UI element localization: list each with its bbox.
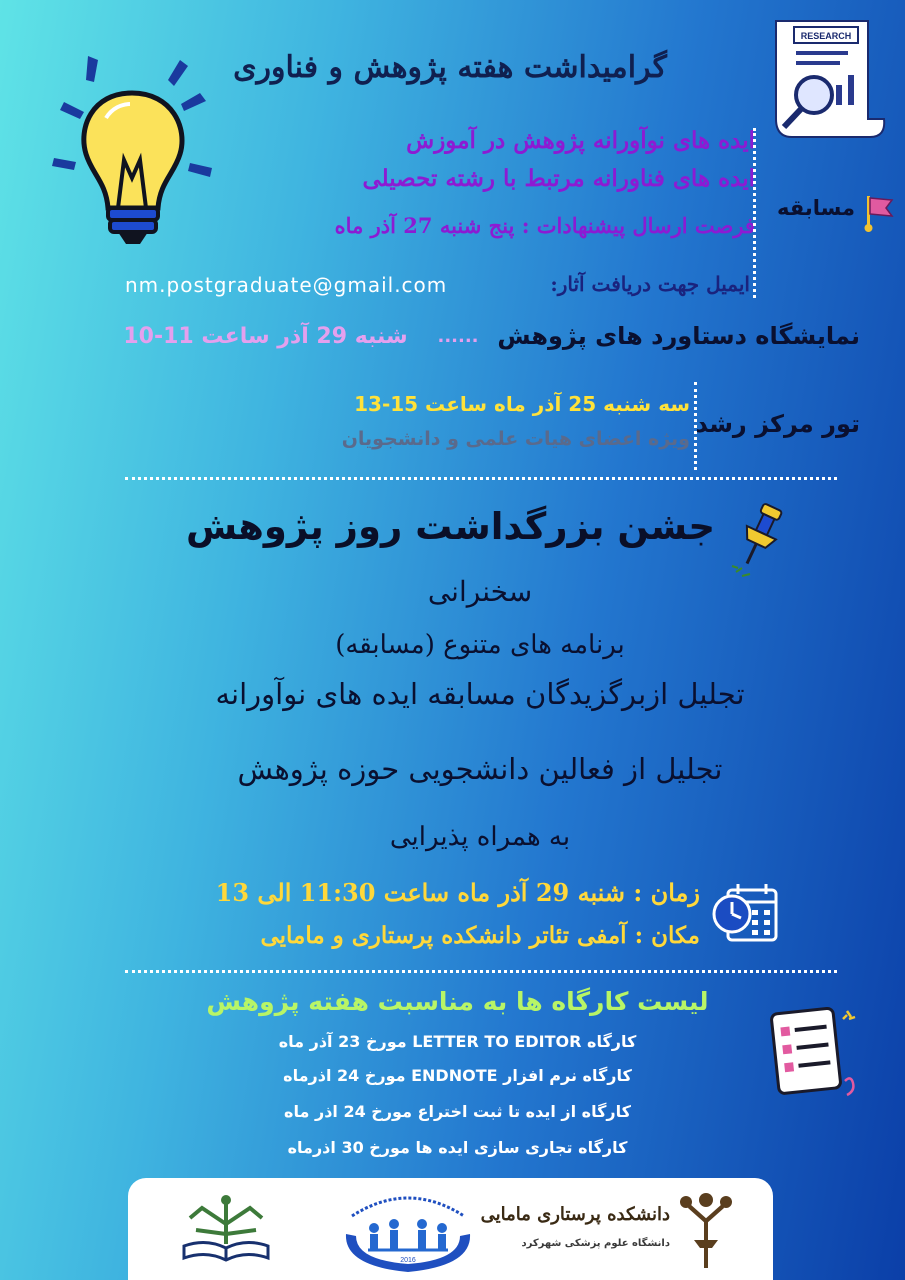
workshop-item: کارگاه تجاری سازی ایده ها مورخ 30 اذرماه (287, 1138, 628, 1157)
event-location: مکان : آمفی تئاتر دانشکده پرستاری و مامایی (260, 922, 700, 949)
workshop-item: کارگاه از ایده تا ثبت اختراع مورخ 24 اذر ماه (284, 1102, 631, 1121)
contest-label: مسابقه (777, 196, 855, 220)
faculty-tree-logo (676, 1190, 736, 1270)
footer-logos (128, 1178, 773, 1280)
event-time: زمان : شنبه 29 آذر ماه ساعت 11:30 الی 13 (215, 878, 700, 907)
page-title: گرامیداشت هفته پژوهش و فناوری (233, 50, 667, 85)
contest-idea-line-2: ایده های فناورانه مرتبط با رشته تحصیلی (362, 165, 755, 192)
contest-deadline: فرصت ارسال پیشنهادات : پنج شنبه 27 آذر ماه (334, 213, 755, 238)
contest-idea-line-1: ایده های نوآورانه پژوهش در آموزش (406, 127, 755, 154)
checklist-icon (765, 1003, 865, 1103)
university-emblem-logo (328, 1186, 488, 1276)
exhibition-label: نمایشگاه دستاورد های پژوهش (497, 322, 860, 350)
tour-audience: ویژه اعضای هیات علمی و دانشجویان (341, 428, 690, 450)
tour-date: سه شنبه 25 آذر ماه ساعت 15-13 (354, 392, 690, 416)
exhibition-time: شنبه 29 آذر ساعت 11-10 (123, 324, 408, 349)
program-item: تجلیل ازبرگزیدگان مسابقه ایده های نوآورانه (215, 677, 745, 711)
section-divider-bottom (125, 970, 837, 973)
workshop-item: کارگاه LETTER TO EDITOR مورخ 23 آذر ماه (278, 1032, 637, 1051)
research-label: RESEARCH (800, 31, 852, 41)
exhibition-dots: ...... (437, 326, 479, 347)
lightbulb-icon (40, 48, 220, 253)
contest-email[interactable]: nm.postgraduate@gmail.com (125, 273, 448, 297)
program-item: سخنرانی (427, 575, 533, 608)
email-label: ایمیل جهت دریافت آثار: (550, 272, 750, 296)
calendar-clock-icon (710, 878, 780, 944)
program-item: تجلیل از فعالین دانشجویی حوزه پژوهش (237, 752, 723, 786)
faculty-university: دانشگاه علوم پزشکی شهرکرد (521, 1238, 670, 1249)
workshop-item: کارگاه نرم افزار ENDNOTE مورخ 24 اذرماه (283, 1066, 632, 1085)
program-item: برنامه های متنوع (مسابقه) (335, 630, 625, 660)
program-item: به همراه پذیرایی (389, 822, 571, 852)
celebration-title: جشن بزرگداشت روز پژوهش (185, 505, 715, 548)
workshops-title: لیست کارگاه ها به مناسبت هفته پژوهش (206, 987, 709, 1016)
emblem-year: 2016 (400, 1257, 416, 1264)
flag-icon (862, 192, 896, 232)
research-committee-logo (166, 1184, 286, 1274)
research-document-icon (768, 15, 890, 145)
pushpin-icon (728, 500, 788, 580)
section-divider-top (125, 477, 837, 480)
tour-label: تور مرکز رشد (695, 410, 860, 438)
faculty-name: دانشکده پرستاری مامایی (480, 1204, 670, 1225)
